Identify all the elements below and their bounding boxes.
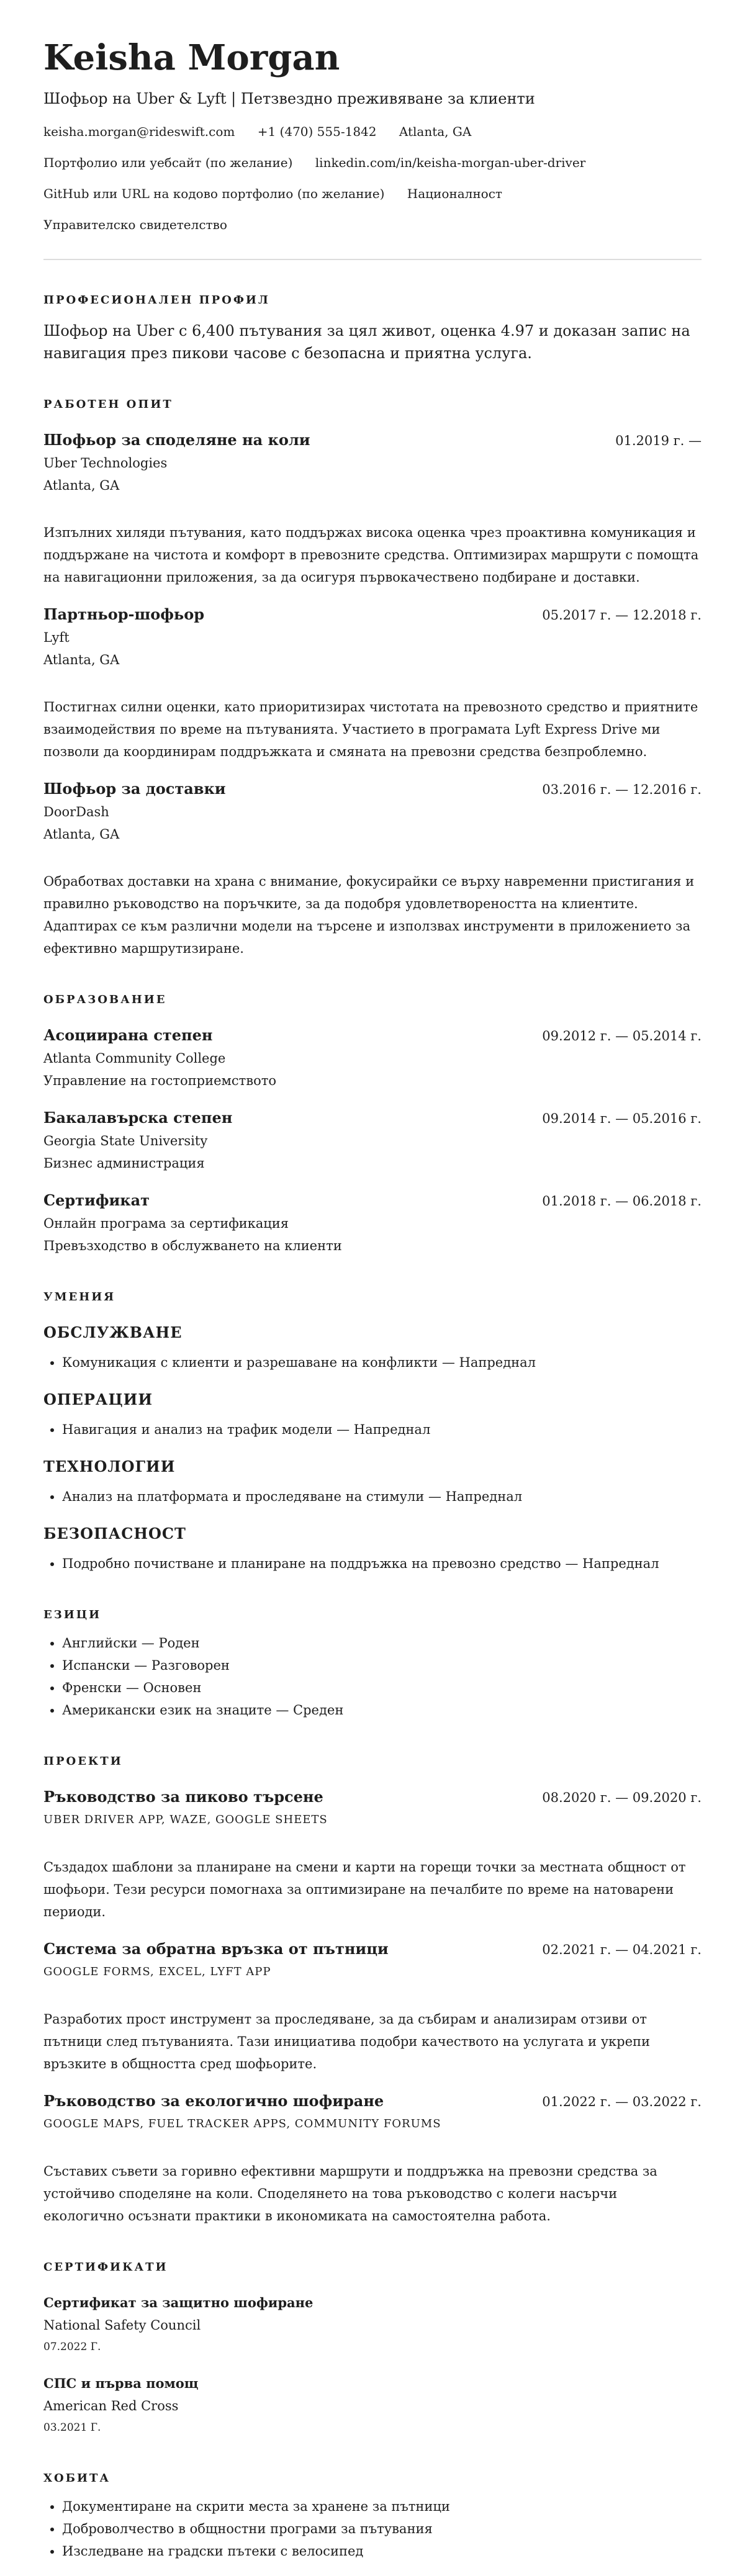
project-entry	[43, 1786, 702, 1923]
project-tools: GOOGLE MAPS, FUEL TRACKER APPS, COMMUNITY FORUMS	[43, 2117, 441, 2130]
job-title: Шофьор за доставки	[43, 780, 226, 798]
skill-group-title: ОБСЛУЖВАНЕ	[43, 1323, 183, 1341]
job-dates: 01.2019 г. —	[615, 433, 702, 448]
project-name: Ръководство за пиково търсене	[43, 1788, 323, 1806]
job-location: Atlanta, GA	[43, 478, 120, 493]
field-of-study: Управление на гостоприемството	[43, 1073, 276, 1088]
degree-title: Сертификат	[43, 1191, 150, 1209]
education-entry	[43, 1107, 702, 1174]
skill-list	[43, 1552, 702, 1575]
skill-item: • Навигация и анализ на трафик модели — Напреднал	[62, 1418, 702, 1441]
job-description: Изпълних хиляди пътувания, като поддържах висока оценка чрез проактивна комуникация и поддържане на чистота и комфорт в превозните средства. Оптимизирах маршрути с помощта на навигационни приложения, за да осигуря първокачествено подбиране и доставки.	[43, 525, 699, 585]
project-tools: UBER DRIVER APP, WAZE, GOOGLE SHEETS	[43, 1813, 328, 1826]
hobby-list	[43, 2495, 702, 2562]
field-of-study: Превъзходство в обслужването на клиенти	[43, 1238, 342, 1253]
school-name: Онлайн програма за сертификация	[43, 1216, 289, 1231]
nationality: Националност	[407, 186, 502, 201]
project-dates: 01.2022 г. — 03.2022 г.	[542, 2094, 702, 2109]
contact-row-2	[43, 147, 702, 178]
job-title: Партньор-шофьор	[43, 605, 204, 623]
skill-item: • Подробно почистване и планиране на поддръжка на превозно средство — Напреднал	[62, 1552, 702, 1575]
education-dates: 01.2018 г. — 06.2018 г.	[542, 1194, 702, 1209]
school-name: Georgia State University	[43, 1133, 208, 1148]
contact-row-1	[43, 116, 702, 147]
section-title-skills: УМЕНИЯ	[43, 1290, 116, 1304]
job-dates: 03.2016 г. — 12.2016 г.	[542, 782, 702, 797]
language-item: • Английски — Роден	[62, 1632, 702, 1654]
job-dates: 05.2017 г. — 12.2018 г.	[542, 608, 702, 623]
experience-entry	[43, 429, 702, 588]
project-description: Разработих прост инструмент за проследяване, за да събирам и анализирам отзиви от пътници след пътуванията. Тази инициатива подобри качеството на услугата и укрепи връзките в общността сред шофьорите.	[43, 2012, 651, 2071]
certificate-entry	[43, 2292, 702, 2358]
education-entry	[43, 1189, 702, 1257]
certificate-issuer: American Red Cross	[43, 2398, 179, 2413]
skill-list	[43, 1485, 702, 1508]
skill-list	[43, 1351, 702, 1374]
certificate-entry	[43, 2372, 702, 2438]
skill-item: • Анализ на платформата и проследяване на стимули — Напреднал	[62, 1485, 702, 1508]
header-divider	[43, 259, 702, 260]
project-name: Ръководство за екологично шофиране	[43, 2092, 384, 2110]
job-description: Обработвах доставки на храна с внимание, фокусирайки се върху навременни пристигания и правилно ръководство на поръчките, за да подобря удовлетвореността на клиентите. Адаптирах се към различни модели на търсене и използвах инструменти в приложението за ефективно маршрутизиране.	[43, 874, 695, 956]
certificate-date: 07.2022 Г.	[43, 2341, 101, 2353]
job-location: Atlanta, GA	[43, 827, 120, 842]
tagline: Шофьор на Uber & Lyft | Петзвездно преживяване за клиенти	[43, 90, 535, 107]
education-dates: 09.2012 г. — 05.2014 г.	[542, 1029, 702, 1043]
skill-item: • Комуникация с клиенти и разрешаване на конфликти — Напреднал	[62, 1351, 702, 1374]
github-link[interactable]: GitHub или URL на кодово портфолио (по желание)	[43, 186, 385, 201]
company-name: Lyft	[43, 630, 70, 645]
education-entry	[43, 1024, 702, 1092]
project-entry	[43, 1938, 702, 2075]
project-name: Система за обратна връзка от пътници	[43, 1940, 389, 1958]
degree-title: Асоциирана степен	[43, 1026, 213, 1044]
project-tools: GOOGLE FORMS, EXCEL, LYFT APP	[43, 1965, 271, 1978]
section-title-profile: ПРОФЕСИОНАЛЕН ПРОФИЛ	[43, 294, 270, 307]
school-name: Atlanta Community College	[43, 1051, 226, 1066]
experience-entry	[43, 778, 702, 960]
section-title-projects: ПРОЕКТИ	[43, 1755, 123, 1768]
project-dates: 08.2020 г. — 09.2020 г.	[542, 1790, 702, 1805]
job-description: Постигнах силни оценки, като приоритизирах чистотата на превозното средство и приятните взаимодействия по време на пътуванията. Участието в програмата Lyft Express Drive ми позволи да координирам поддръжката и смяната на превозни средства безпроблемно.	[43, 700, 698, 759]
contact-row-3	[43, 178, 702, 209]
certificate-issuer: National Safety Council	[43, 2318, 201, 2333]
certificate-name: Сертификат за защитно шофиране	[43, 2295, 314, 2310]
phone-number[interactable]: +1 (470) 555-1842	[257, 124, 377, 139]
skill-group-title: БЕЗОПАСНОСТ	[43, 1524, 186, 1542]
certificate-name: СПС и първа помощ	[43, 2376, 199, 2391]
contact-row-4	[43, 209, 702, 240]
hobby-item: • Изследване на градски пътеки с велосипед	[62, 2540, 702, 2562]
candidate-name: Keisha Morgan	[43, 37, 340, 78]
section-title-experience: РАБОТЕН ОПИТ	[43, 398, 173, 411]
project-entry	[43, 2090, 702, 2227]
skill-list	[43, 1418, 702, 1441]
section-title-hobbies: ХОБИТА	[43, 2472, 111, 2485]
job-location: Atlanta, GA	[43, 652, 120, 667]
profile-summary: Шофьор на Uber с 6,400 пътувания за цял живот, оценка 4.97 и доказан запис на навигация през пикови часове с безопасна и приятна услуга.	[43, 322, 690, 362]
job-title: Шофьор за споделяне на коли	[43, 431, 310, 449]
section-title-languages: ЕЗИЦИ	[43, 1608, 102, 1621]
education-dates: 09.2014 г. — 05.2016 г.	[542, 1111, 702, 1126]
certificate-date: 03.2021 Г.	[43, 2421, 101, 2434]
language-list	[43, 1632, 702, 1721]
degree-title: Бакалавърска степен	[43, 1109, 233, 1127]
driver-license: Управителско свидетелство	[43, 217, 227, 232]
experience-entry	[43, 603, 702, 763]
portfolio-link[interactable]: Портфолио или уебсайт (по желание)	[43, 155, 293, 170]
project-description: Създадох шаблони за планиране на смени и карти на горещи точки за местната общност от шофьори. Тези ресурси помогнаха за оптимизиране на печалбите по време на натоварени периоди.	[43, 1860, 686, 1919]
language-item: • Американски език на знаците — Среден	[62, 1699, 702, 1721]
section-title-certificates: СЕРТИФИКАТИ	[43, 2261, 168, 2274]
language-item: • Испански — Разговорен	[62, 1654, 702, 1677]
skill-group-title: ОПЕРАЦИИ	[43, 1390, 153, 1408]
section-title-education: ОБРАЗОВАНИЕ	[43, 993, 167, 1006]
location: Atlanta, GA	[399, 124, 472, 139]
field-of-study: Бизнес администрация	[43, 1156, 205, 1171]
project-dates: 02.2021 г. — 04.2021 г.	[542, 1942, 702, 1957]
hobby-item: • Документиране на скрити места за хранене за пътници	[62, 2495, 702, 2518]
hobby-item: • Доброволчество в общностни програми за пътувания	[62, 2518, 702, 2540]
company-name: Uber Technologies	[43, 456, 168, 471]
project-description: Съставих съвети за горивно ефективни маршрути и поддръжка на превозни средства за устойчиво споделяне на коли. Споделянето на това ръководство с колеги насърчи екологично осъзнати практики в икономиката на самостоятелна работа.	[43, 2164, 657, 2223]
language-item: • Френски — Основен	[62, 1677, 702, 1699]
skill-group-title: ТЕХНОЛОГИИ	[43, 1457, 176, 1475]
linkedin-link[interactable]: linkedin.com/in/keisha-morgan-uber-driver	[315, 155, 586, 170]
email-link[interactable]: keisha.morgan@rideswift.com	[43, 124, 235, 139]
company-name: DoorDash	[43, 804, 109, 819]
